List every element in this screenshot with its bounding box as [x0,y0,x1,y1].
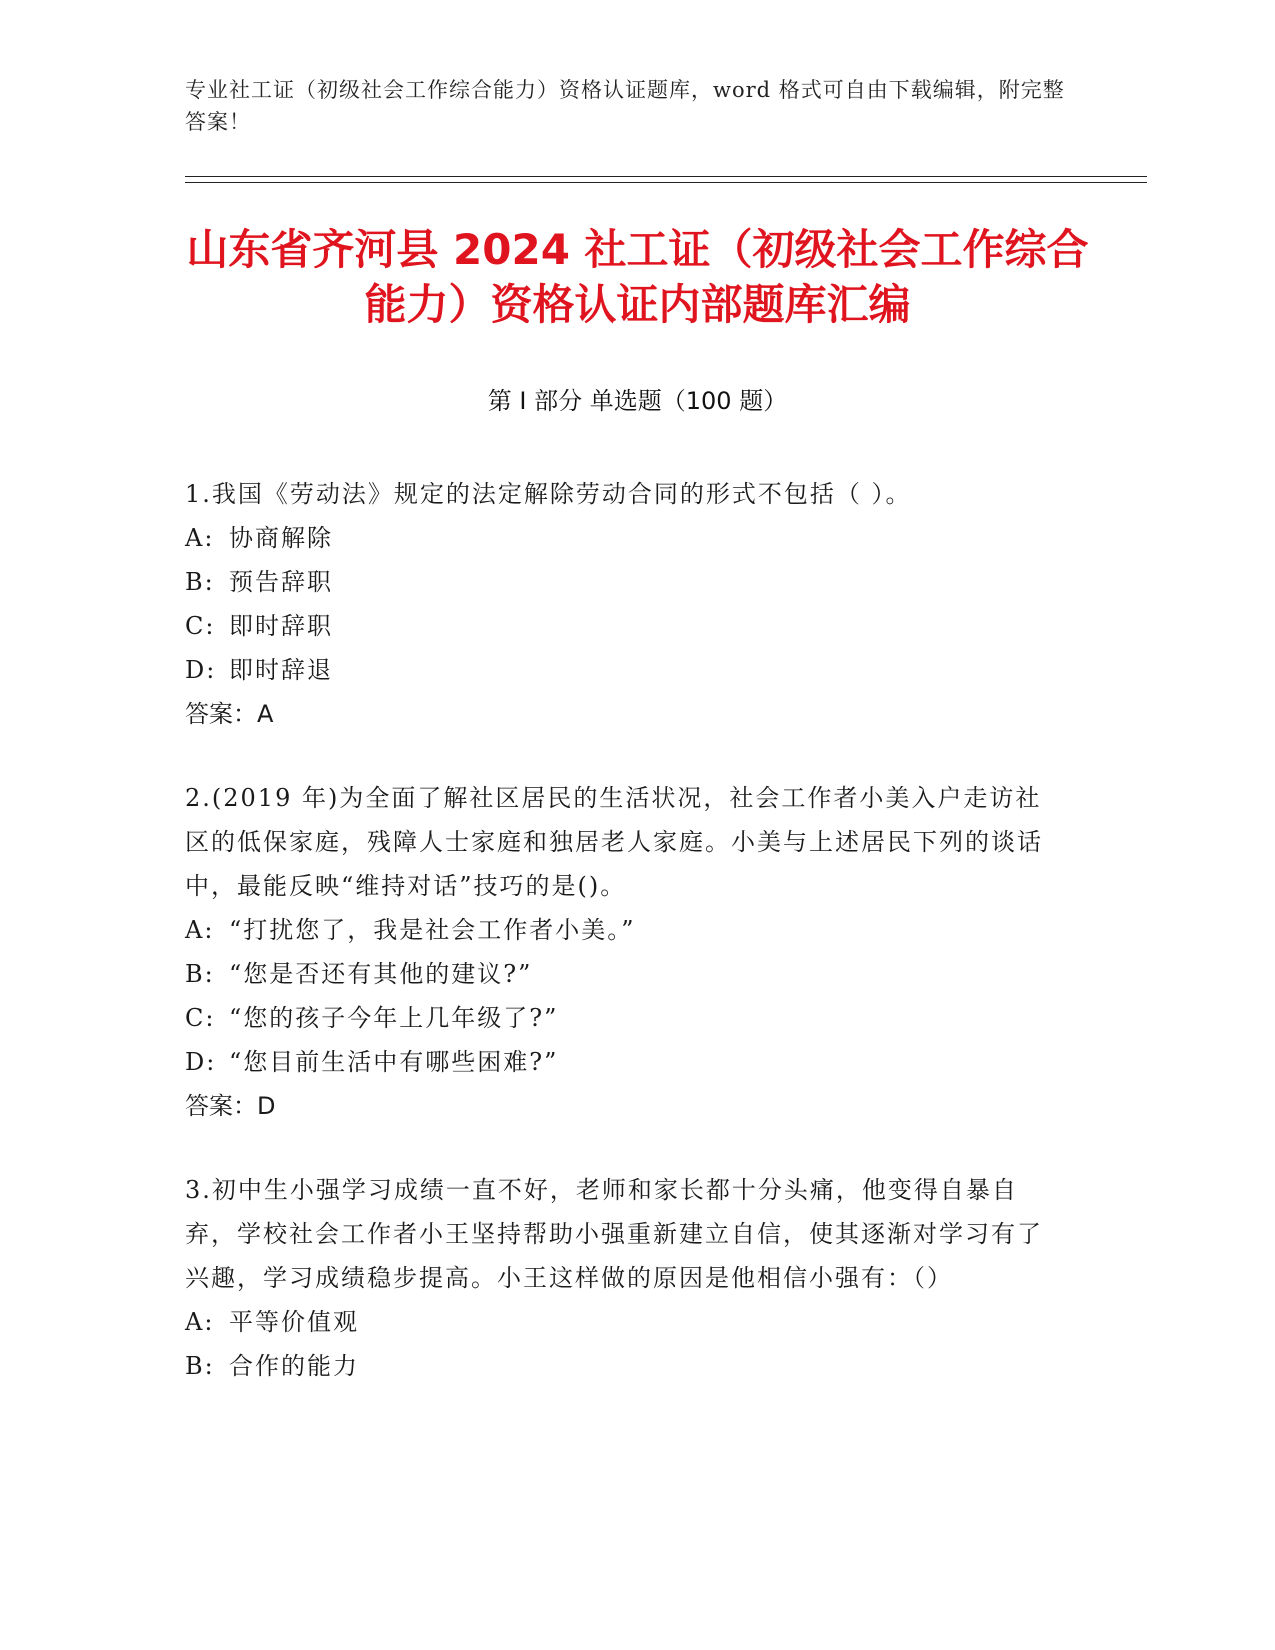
option-b [185,952,1065,996]
option-text: “您的孩子今年上几年级了?” [229,1004,559,1032]
option-key: A: [185,1308,215,1336]
option-key: B: [185,960,215,988]
question-stem: 2.(2019 年)为全面了解社区居民的生活状况，社会工作者小美入户走访社区的低保家庭，残障人士家庭和独居老人家庭。小美与上述居民下列的谈话中，最能反映“维持对话”技巧的是()。 [185,784,1043,900]
option-text: 即时辞退 [229,656,333,684]
question-list [185,472,1065,1428]
option-a [185,908,1065,952]
option-b [185,1344,1065,1388]
option-key: B: [185,1352,215,1380]
option-c [185,604,1065,648]
document-title: 山东省齐河县 2024 社工证（初级社会工作综合能力）资格认证内部题库汇编 [186,225,1089,329]
option-b [185,560,1065,604]
section-title: 第 I 部分 单选题（100 题） [487,387,788,415]
header-rule-bottom [185,182,1147,183]
option-text: 协商解除 [229,524,333,552]
header-note: 专业社工证（初级社会工作综合能力）资格认证题库，word 格式可自由下载编辑，附完整答案！ [185,78,1065,134]
option-text: 即时辞职 [229,612,333,640]
option-key: D: [185,656,217,684]
answer-line: 答案：D [185,1092,276,1120]
option-text: 合作的能力 [229,1352,359,1380]
question-1 [185,472,1065,736]
answer-line: 答案：A [185,700,274,728]
question-stem: 3.初中生小强学习成绩一直不好，老师和家长都十分头痛，他变得自暴自弃，学校社会工作者小王坚持帮助小强重新建立自信，使其逐渐对学习有了兴趣，学习成绩稳步提高。小王这样做的原因是他相信小强有：（） [185,1176,1043,1292]
option-a [185,516,1065,560]
option-key: A: [185,916,215,944]
option-text: 平等价值观 [229,1308,359,1336]
option-a [185,1300,1065,1344]
option-key: A: [185,524,215,552]
option-d [185,1040,1065,1084]
option-key: B: [185,568,215,596]
option-key: C: [185,612,216,640]
option-c [185,996,1065,1040]
option-key: D: [185,1048,217,1076]
option-text: 预告辞职 [229,568,333,596]
header-rule-top [185,176,1147,177]
question-stem: 1.我国《劳动法》规定的法定解除劳动合同的形式不包括（ ）。 [185,480,912,508]
option-text: “您目前生活中有哪些困难?” [229,1048,559,1076]
option-d [185,648,1065,692]
question-2 [185,776,1065,1128]
option-text: “您是否还有其他的建议?” [229,960,533,988]
option-key: C: [185,1004,216,1032]
option-text: “打扰您了，我是社会工作者小美。” [229,916,636,944]
question-3 [185,1168,1065,1388]
